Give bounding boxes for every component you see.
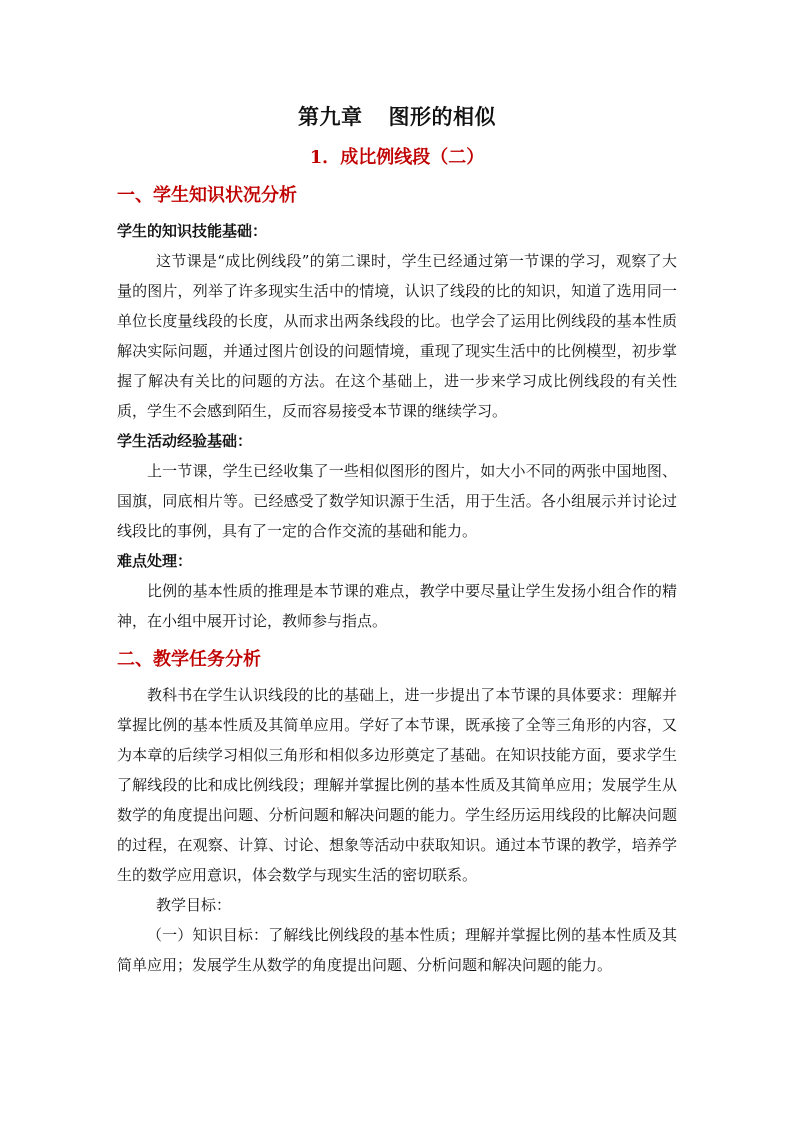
paragraph-difficulty: 比例的基本性质的推理是本节课的难点，教学中要尽量让学生发扬小组合作的精神，在小组中展开讨论，教师参与指点。 — [117, 582, 677, 630]
section-heading-student-analysis: 一、学生知识状况分析 — [117, 185, 297, 206]
paragraph-activity-basis: 上一节课，学生已经收集了一些相似图形的图片，如大小不同的两张中国地图、国旗，同底相片等。已经感受了数学知识源于生活，用于生活。各小组展示并讨论过线段比的事例，具有了一定的合作交流的基础和能力。 — [117, 462, 677, 540]
subheading-difficulty: 难点处理： — [117, 552, 193, 570]
chapter-title — [117, 102, 677, 132]
lesson-title: 1．成比例线段（二） — [309, 147, 485, 168]
chapter-number: 第九章 — [298, 104, 363, 129]
paragraph-knowledge-basis: 这节课是“成比例线段”的第二课时，学生已经通过第一节课的学习，观察了大量的图片，列举了许多现实生活中的情境，认识了线段的比的知识，知道了选用同一单位长度量线段的长度，从而求出两条线段的比。也学会了运用比例线段的基本性质解决实际问题，并通过图片创设的问题情境，重现了现实生活中的比例模型，初步掌握了解决有关比的问题的方法。在这个基础上，进一步来学习成比例线段的有关性质，学生不会感到陌生，反而容易接受本节课的继续学习。 — [117, 252, 677, 420]
chapter-name: 图形的相似 — [388, 104, 496, 129]
teaching-goals-label: 教学目标： — [156, 896, 232, 914]
paragraph-task-analysis: 教科书在学生认识线段的比的基础上，进一步提出了本节课的具体要求：理解并掌握比例的基本性质及其简单应用。学好了本节课，既承接了全等三角形的内容，又为本章的后续学习相似三角形和相似多边形奠定了基础。在知识技能方面，要求学生了解线段的比和成比例线段；理解并掌握比例的基本性质及其简单应用；发展学生从数学的角度提出问题、分析问题和解决问题的能力。学生经历运用线段的比解决问题的过程，在观察、计算、讨论、想象等活动中获取知识。通过本节课的教学，培养学生的数学应用意识，体会数学与现实生活的密切联系。 — [117, 686, 677, 884]
section-heading-task-analysis: 二、教学任务分析 — [117, 649, 261, 670]
goal-knowledge: （一）知识目标：了解线比例线段的基本性质；理解并掌握比例的基本性质及其简单应用；发展学生从数学的角度提出问题、分析问题和解决问题的能力。 — [117, 926, 677, 974]
subheading-knowledge-basis: 学生的知识技能基础： — [117, 222, 268, 240]
subheading-activity-basis: 学生活动经验基础： — [117, 432, 253, 450]
